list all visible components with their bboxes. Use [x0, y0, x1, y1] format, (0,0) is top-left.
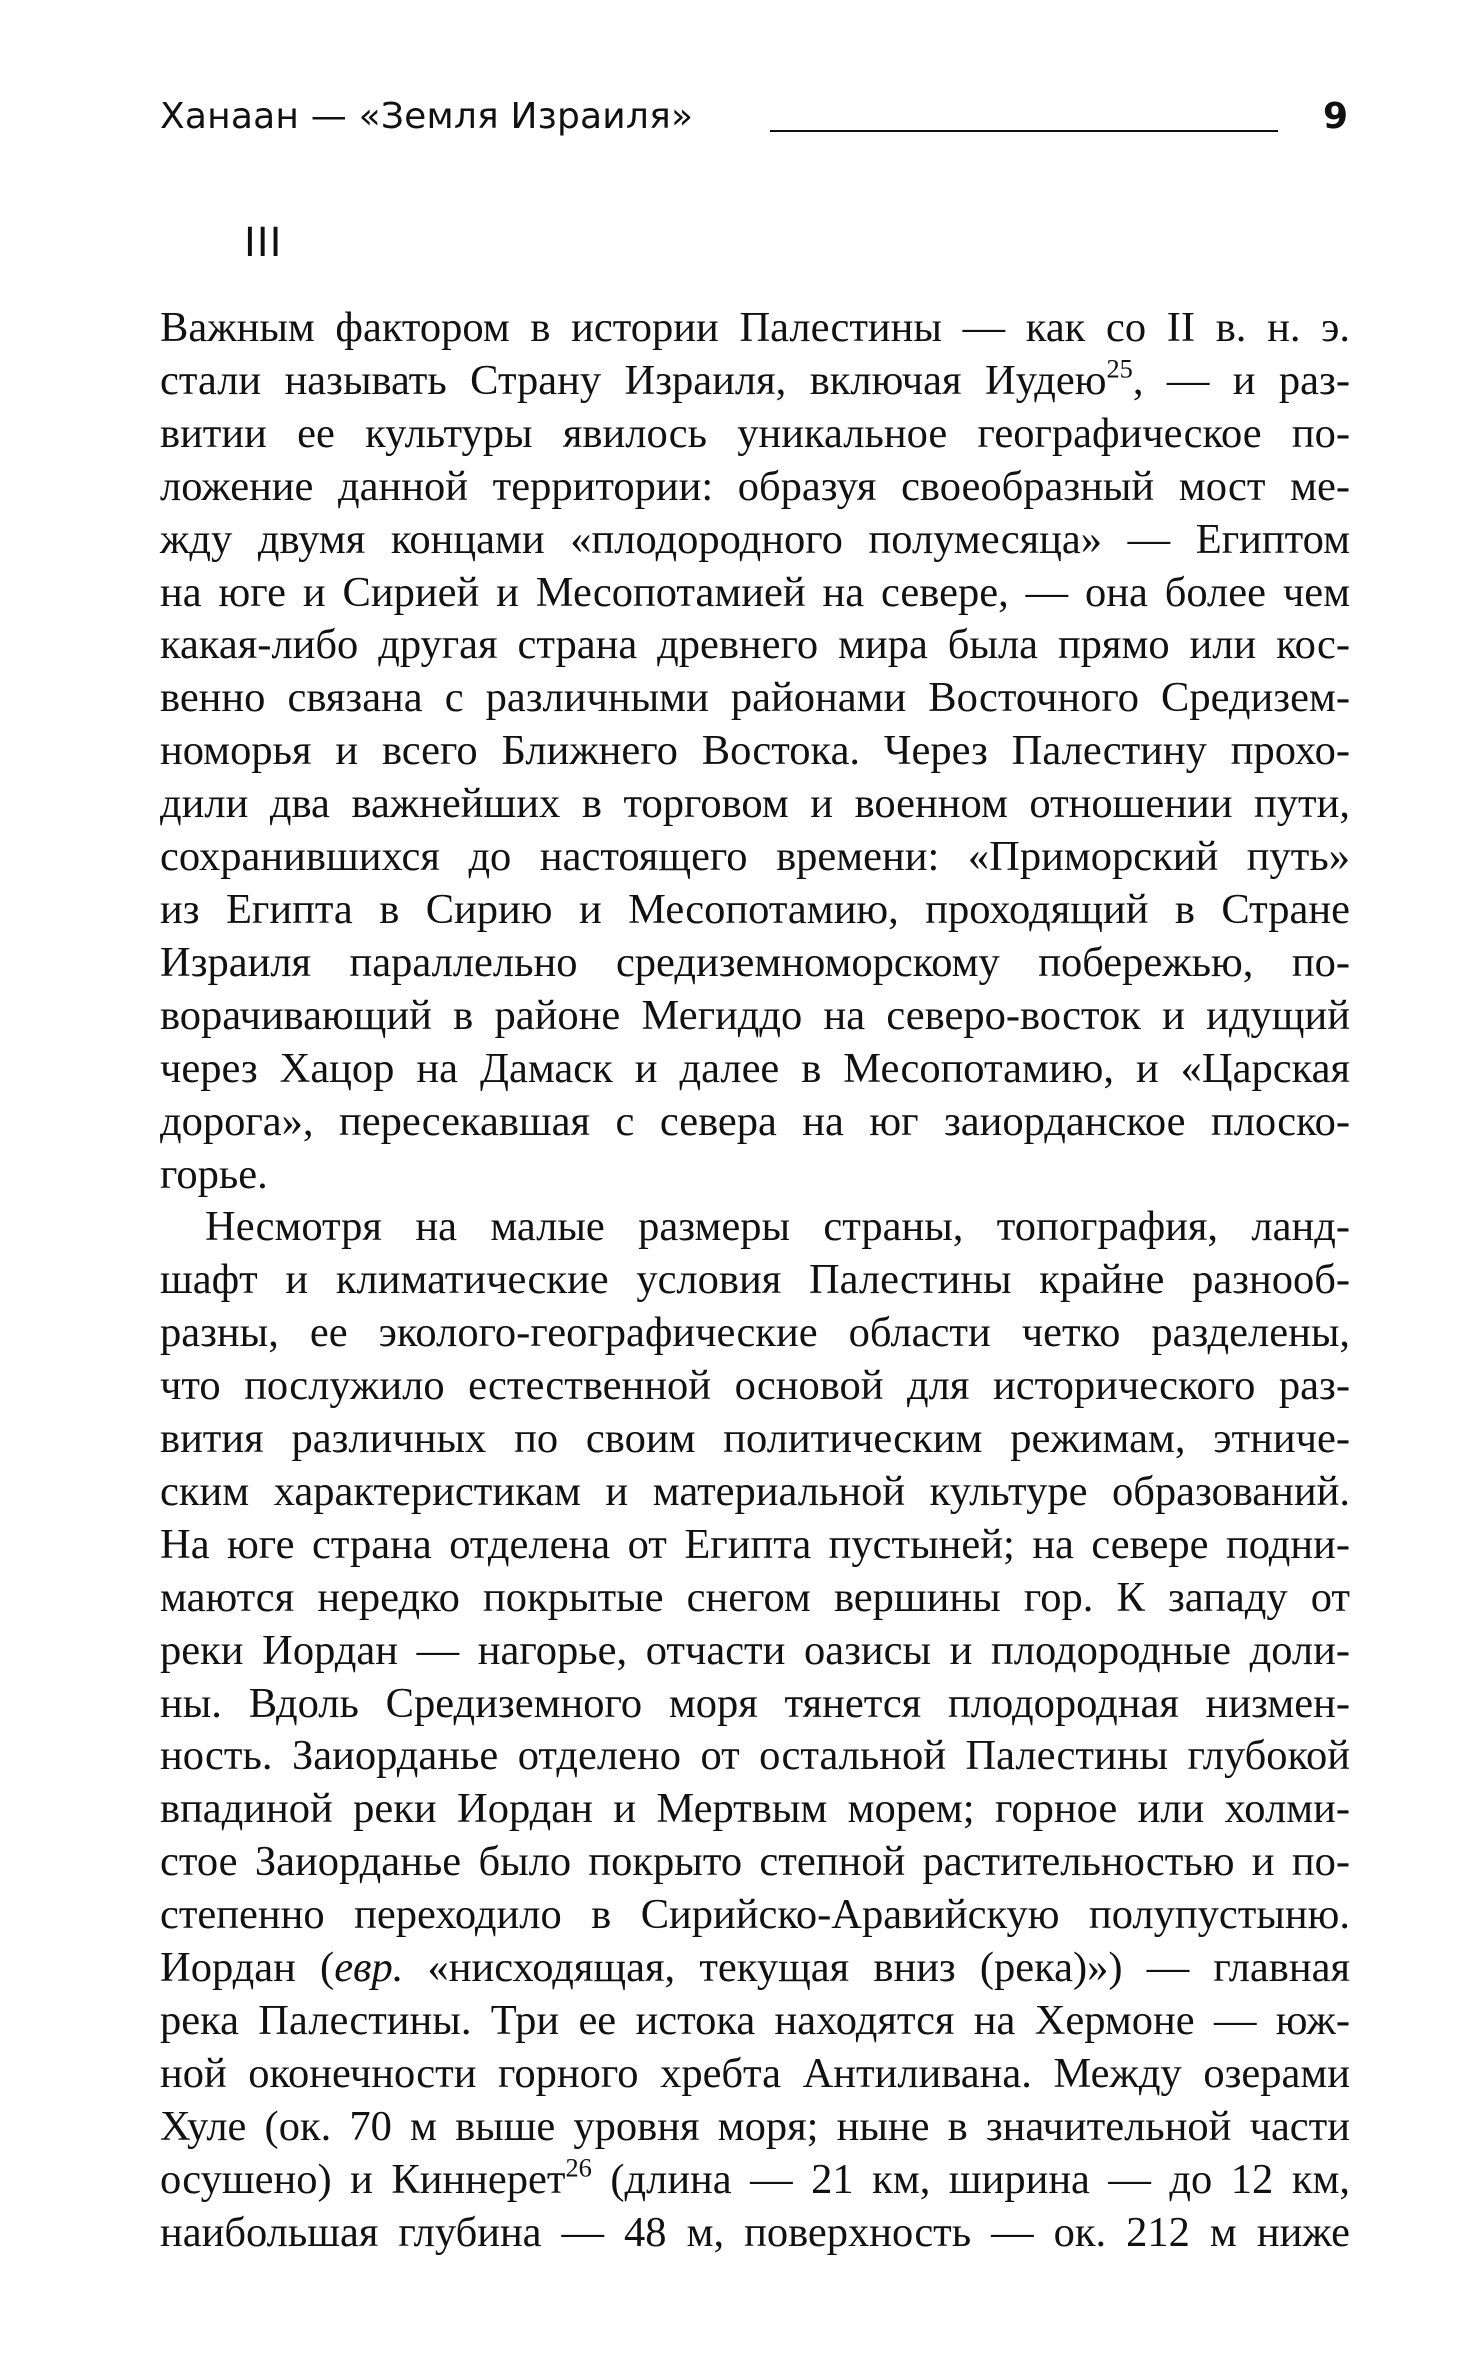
text-line: стое Заиорданье было покрыто степной растительностью и по-	[160, 1838, 1350, 1886]
header-rule	[770, 130, 1278, 132]
section-numeral: III	[244, 220, 283, 266]
text-line: осушено) и Киннерет$^{26}$ (длина — 21 км, ширина — до 12 км,	[160, 2153, 1350, 2203]
text-line: ложение данной территории: образуя своеобразный мост ме-	[160, 462, 1350, 510]
text-line: Важным фактором в истории Палестины — как со II в. н. э.	[160, 304, 1350, 351]
page-number: 9	[1322, 96, 1348, 137]
text-line: вития различных по своим политическим режимам, этниче-	[160, 1415, 1350, 1463]
text-line: ны. Вдоль Средиземного моря тянется плодородная низмен-	[160, 1679, 1350, 1727]
text-line: ским характеристикам и материальной культуре образований.	[160, 1467, 1350, 1515]
text-line: венно связана с различными районами Восточного Средизем-	[160, 674, 1350, 722]
text-line: степенно переходило в Сирийско-Аравийскую полупустыню.	[160, 1891, 1350, 1939]
text-line: Хуле (ок. 70 м выше уровня моря; ныне в значительной части	[160, 2102, 1350, 2150]
text-line: витии ее культуры явилось уникальное географическое по-	[160, 409, 1350, 457]
text-line: маются нередко покрытые снегом вершины гор. К западу от	[160, 1573, 1350, 1621]
text-line: горье.	[160, 1150, 268, 1198]
paragraph-1	[160, 302, 1350, 1201]
text-line: река Палестины. Три ее истока находятся на Хермоне — юж-	[160, 1997, 1350, 2044]
running-header-title: Ханаан — «Земля Израиля»	[160, 96, 694, 137]
text-line: через Хацор на Дамаск и далее в Месопотамию, и «Царская	[160, 1044, 1350, 1092]
text-line: сохранившихся до настоящего времени: «Приморский путь»	[160, 833, 1350, 881]
text-line: стали называть Страну Израиля, включая Иудею$^{25}$, — и раз-	[160, 354, 1350, 404]
text-line: какая-либо другая страна древнего мира была прямо или кос-	[160, 621, 1350, 669]
text-line: Несмотря на малые размеры страны, топография, ланд-	[205, 1203, 1350, 1251]
text-line: жду двумя концами «плодородного полумесяца» — Египтом	[160, 515, 1350, 563]
text-line: ной оконечности горного хребта Антиливана. Между озерами	[160, 2049, 1350, 2097]
text-line: реки Иордан — нагорье, отчасти оазисы и плодородные доли-	[160, 1626, 1350, 1674]
text-line: ворачивающий в районе Мегиддо на северо-восток и идущий	[160, 991, 1350, 1039]
text-line: разны, ее эколого-географические области четко разделены,	[160, 1309, 1350, 1357]
text-line: ность. Заиорданье отделено от остальной Палестины глубокой	[160, 1732, 1350, 1780]
italic-abbreviation: евр.	[334, 1944, 404, 1992]
text-line: Израиля параллельно средиземноморскому побережью, по-	[160, 938, 1350, 986]
running-header	[160, 88, 1348, 146]
text-line: номорья и всего Ближнего Востока. Через Палестину прохо-	[160, 727, 1350, 775]
text-line: наибольшая глубина — 48 м, поверхность — ок. 212 м ниже	[160, 2208, 1350, 2256]
footnote-ref: 25	[1106, 354, 1133, 384]
text-line: дили два важнейших в торговом и военном отношении пути,	[160, 780, 1350, 828]
text-line: Иордан (евр. «нисходящая, текущая вниз (река)») — главная	[160, 1944, 1350, 1992]
text-line: что послужило естественной основой для исторического раз-	[160, 1362, 1350, 1410]
text-line: шафт и климатические условия Палестины крайне разнооб-	[160, 1256, 1350, 1304]
text-line: дорога», пересекавшая с севера на юг заиорданское плоско-	[160, 1097, 1350, 1145]
text-line: На юге страна отделена от Египта пустыней; на севере подни-	[160, 1520, 1350, 1568]
footnote-ref: 26	[565, 2153, 592, 2183]
text-line: из Египта в Сирию и Месопотамию, проходящий в Стране	[160, 885, 1350, 933]
text-line: впадиной реки Иордан и Мертвым морем; горное или холми-	[160, 1785, 1350, 1833]
paragraph-2	[160, 1201, 1350, 2259]
text-line: на юге и Сирией и Месопотамией на севере, — она более чем	[160, 568, 1350, 616]
body-text	[160, 302, 1350, 2260]
